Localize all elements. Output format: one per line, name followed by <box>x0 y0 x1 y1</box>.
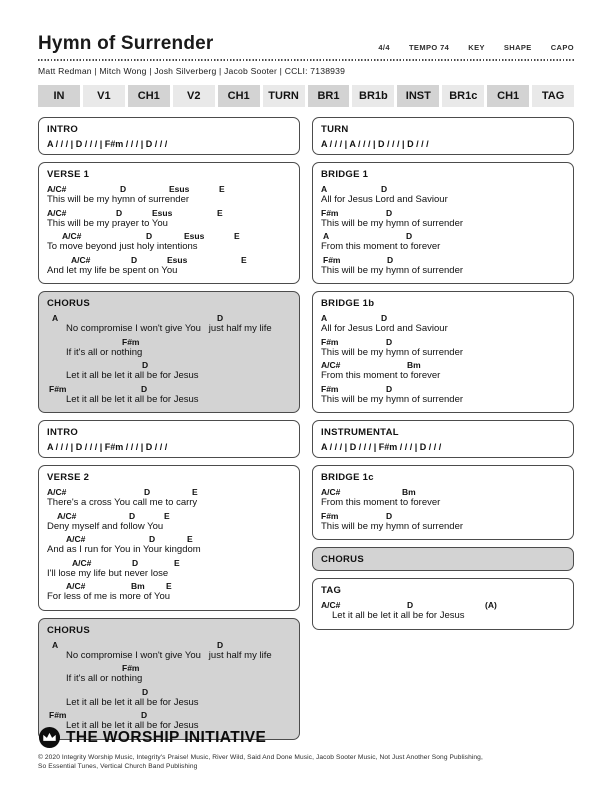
brand-name: THE WORSHIP INITIATIVE <box>66 728 267 746</box>
chord: Bm <box>402 487 416 497</box>
section-title: BRIDGE 1b <box>321 298 375 309</box>
lyric-line: Deny myself and follow You <box>47 520 164 532</box>
chord: A/C# <box>321 600 341 610</box>
section-intro <box>38 117 300 155</box>
chord-lyric-pair <box>321 487 565 509</box>
lyric-line: Let it all be let it all be for Jesus <box>332 610 465 621</box>
lyric-line: From this moment to forever <box>321 370 441 381</box>
chord: E <box>192 487 198 497</box>
section-title: INTRO <box>47 124 79 135</box>
chord-line <box>47 640 291 650</box>
nav-item-v1[interactable]: V1 <box>83 85 125 107</box>
nav-item-br1c[interactable]: BR1c <box>442 85 484 107</box>
chord: F#m <box>49 710 67 720</box>
time-signature: 4/4 <box>378 43 390 52</box>
chord-lyric-pair <box>47 337 291 359</box>
chord-line <box>321 255 565 265</box>
chord: D <box>406 231 413 241</box>
chord: F#m <box>122 663 140 673</box>
section-title: BRIDGE 1 <box>321 169 369 180</box>
section-bridge-1b <box>312 291 574 413</box>
chord: E <box>187 534 193 544</box>
chord: F#m <box>323 254 341 265</box>
chord-lyric-pair <box>321 184 565 206</box>
section-title: VERSE 1 <box>47 169 90 180</box>
lyric-line: Let it all be let it all be for Jesus <box>66 370 199 381</box>
chord-line <box>321 600 565 610</box>
chord: D <box>142 360 149 370</box>
chord: A/C# <box>72 557 92 568</box>
lyric-line: For less of me is more of You <box>47 591 171 602</box>
chord: A/C# <box>66 581 86 591</box>
section-title: TAG <box>321 585 342 596</box>
section-title: TURN <box>321 124 349 135</box>
chord: A/C# <box>321 487 341 497</box>
chord-lyric-pair <box>321 231 565 253</box>
chord: D <box>217 313 224 323</box>
chord: A <box>323 231 330 241</box>
chord: D <box>131 254 138 265</box>
section-nav <box>38 85 574 107</box>
chord-lyric-pair <box>47 687 291 709</box>
section-title: CHORUS <box>321 554 364 565</box>
lyric-line: If it's all or nothing <box>66 673 143 684</box>
chord-line <box>47 360 291 370</box>
nav-item-in[interactable]: IN <box>38 85 80 107</box>
chord-line <box>321 384 565 394</box>
chord: D <box>132 557 139 568</box>
chord-line <box>321 487 565 497</box>
lyric-line: From this moment to forever <box>321 241 441 252</box>
chord: A/C# <box>66 534 86 544</box>
nav-item-br1b[interactable]: BR1b <box>352 85 394 107</box>
chord-lyric-pair <box>321 208 565 230</box>
chord: E <box>164 510 170 521</box>
chord: F#m <box>321 510 339 521</box>
section-title: INSTRUMENTAL <box>321 427 399 438</box>
section-chorus <box>312 547 574 571</box>
lyric-line: This will be my hymn of surrender <box>321 520 464 532</box>
chord-line <box>47 255 291 265</box>
chord-line <box>47 511 291 521</box>
chord: F#m <box>321 383 339 394</box>
section-bridge-1 <box>312 162 574 284</box>
chord-line <box>47 231 291 241</box>
nav-item-tag[interactable]: TAG <box>532 85 574 107</box>
chord-line <box>47 487 291 497</box>
song-meta <box>378 43 574 55</box>
chord: D <box>386 336 393 347</box>
lyric-line: This will be my hymn of surrender <box>321 217 464 229</box>
nav-item-ch1[interactable]: CH1 <box>128 85 170 107</box>
nav-item-ch1[interactable]: CH1 <box>487 85 529 107</box>
chord: D <box>386 207 393 218</box>
section-title: VERSE 2 <box>47 472 90 483</box>
footer <box>38 726 574 771</box>
copyright-line-1: © 2020 Integrity Worship Music, Integrity's Praise! Music, River Wild, Said And Done Music, Jacob Sooter Music, Not Just Another Song Publishing, <box>38 754 483 761</box>
chord-line <box>321 337 565 347</box>
lyric-line: There's a cross You call me to carry <box>47 497 198 508</box>
nav-item-v2[interactable]: V2 <box>173 85 215 107</box>
section-instrumental <box>312 420 574 458</box>
chord-lyric-pair <box>47 384 291 406</box>
section-verse-2 <box>38 465 300 611</box>
chord: A/C# <box>47 487 67 497</box>
chord: E <box>234 231 240 241</box>
chord: F#m <box>321 207 339 218</box>
chord: D <box>141 383 148 394</box>
chord-lyric-pair <box>47 511 291 533</box>
lyric-line: This will be my hymn of surrender <box>321 264 464 276</box>
chord: Esus <box>152 207 173 218</box>
chord-line <box>47 208 291 218</box>
nav-item-inst[interactable]: INST <box>397 85 439 107</box>
column-right <box>312 117 574 637</box>
chord-lyric-pair <box>47 663 291 685</box>
chord-lyric-pair <box>47 640 291 662</box>
chord-lyric-pair <box>47 487 291 509</box>
worship-initiative-logo-icon <box>38 726 61 749</box>
chord-line <box>321 231 565 241</box>
lyric-line: All for Jesus Lord and Saviour <box>321 194 448 205</box>
brand-row <box>38 726 574 749</box>
lyric-line: From this moment to forever <box>321 497 441 508</box>
chord-line <box>47 337 291 347</box>
chord-line <box>47 384 291 394</box>
chord-line <box>321 208 565 218</box>
column-left <box>38 117 300 747</box>
chord: D <box>381 313 388 323</box>
chord: D <box>149 534 156 544</box>
section-turn <box>312 117 574 155</box>
chord-lyric-pair <box>47 360 291 382</box>
chord: D <box>387 254 394 265</box>
chord-line <box>321 360 565 370</box>
lyric-line: This will be my hymn of surrender <box>47 194 190 205</box>
chord: F#m <box>122 336 140 347</box>
section-chorus <box>38 291 300 413</box>
chord: F#m <box>49 383 67 394</box>
lyric-line: This will be my hymn of surrender <box>321 346 464 358</box>
chord-lyric-pair <box>321 255 565 277</box>
chord: A <box>52 313 59 323</box>
columns <box>38 117 574 747</box>
chord-line <box>321 184 565 194</box>
dotted-divider <box>38 59 574 61</box>
section-title: INTRO <box>47 427 79 438</box>
chord: E <box>166 581 172 591</box>
chord: D <box>120 184 127 194</box>
chord-line <box>47 581 291 591</box>
lyric-line: Let it all be let it all be for Jesus <box>66 720 199 731</box>
capo-label: CAPO <box>550 43 574 52</box>
chord: D <box>386 510 393 521</box>
section-title: CHORUS <box>47 624 90 636</box>
copyright <box>38 753 574 771</box>
chord-line <box>47 558 291 568</box>
chord-lyric-pair <box>321 337 565 359</box>
section-title: CHORUS <box>47 298 90 309</box>
chord-lyric-pair <box>47 558 291 580</box>
section-chorus <box>38 618 300 740</box>
lyric-line: And as I run for You in Your kingdom <box>47 544 201 555</box>
nav-item-ch1[interactable]: CH1 <box>218 85 260 107</box>
section-title: BRIDGE 1c <box>321 472 374 483</box>
lyric-line: To move beyond just holy intentions <box>47 241 198 252</box>
chord-line <box>321 511 565 521</box>
chord-bar-line: A / / / | D / / / | F#m / / / | D / / / <box>321 442 442 452</box>
chord: D <box>407 600 414 610</box>
chord: E <box>217 207 223 218</box>
chord: (A) <box>485 600 497 610</box>
chord: D <box>146 231 153 241</box>
lyric-line: Let it all be let it all be for Jesus <box>66 393 199 405</box>
key-label: KEY <box>468 43 485 52</box>
chord-lyric-pair <box>47 231 291 253</box>
chord: A <box>52 639 59 650</box>
chord-lyric-pair <box>321 600 565 622</box>
chord-lyric-pair <box>47 184 291 206</box>
shape-label: SHAPE <box>503 43 532 52</box>
chord: A/C# <box>57 510 77 521</box>
lyric-line: Let it all be let it all be for Jesus <box>66 696 199 708</box>
chord-lyric-pair <box>321 313 565 335</box>
chord-lyric-pair <box>47 581 291 603</box>
chord: D <box>129 510 136 521</box>
chord-bar-line: A / / / | D / / / | F#m / / / | D / / / <box>47 442 168 452</box>
chord-lyric-pair <box>47 208 291 230</box>
copyright-line-2: So Essential Tunes, Vertical Church Band Publishing <box>38 763 198 770</box>
chord-line <box>47 534 291 544</box>
chord: A/C# <box>71 254 91 265</box>
chord-line <box>47 184 291 194</box>
chord: D <box>144 487 151 497</box>
chord: D <box>381 184 388 194</box>
chord: Esus <box>167 254 188 265</box>
chord: E <box>219 184 225 194</box>
chord-line <box>321 313 565 323</box>
chord: D <box>141 710 148 720</box>
chord-lyric-pair <box>321 384 565 406</box>
chord: A <box>321 184 328 194</box>
lyric-line: This will be my prayer to You <box>47 217 168 229</box>
chord: A/C# <box>47 184 67 194</box>
chord-line <box>47 687 291 697</box>
lyric-line: And let my life be spent on You <box>47 264 178 276</box>
header <box>38 33 574 55</box>
chord-line <box>47 313 291 323</box>
authors-line: Matt Redman | Mitch Wong | Josh Silverberg | Jacob Sooter | CCLI: 7138939 <box>38 66 346 76</box>
section-intro <box>38 420 300 458</box>
chord-bar-line: A / / / | D / / / | F#m / / / | D / / / <box>47 139 168 149</box>
tempo-label: TEMPO 74 <box>408 43 450 52</box>
section-bridge-1c <box>312 465 574 540</box>
lyric-line: I'll lose my life but never lose <box>47 567 169 579</box>
chord-line <box>47 663 291 673</box>
page-title: Hymn of Surrender <box>38 33 214 54</box>
chord: F#m <box>321 336 339 347</box>
chord-lyric-pair <box>47 313 291 335</box>
chord: D <box>386 383 393 394</box>
nav-item-br1[interactable]: BR1 <box>308 85 350 107</box>
chord: Esus <box>169 184 190 194</box>
chord: A <box>321 313 328 323</box>
lyric-line: All for Jesus Lord and Saviour <box>321 323 448 334</box>
chord: A/C# <box>47 207 67 218</box>
chord: D <box>116 207 123 218</box>
chord-lyric-pair <box>321 511 565 533</box>
chord-lyric-pair <box>321 360 565 382</box>
chord: E <box>174 557 180 568</box>
chord-line <box>47 710 291 720</box>
chord-bar-line: A / / / | A / / / | D / / / | D / / / <box>321 139 429 149</box>
chord: Bm <box>407 360 421 370</box>
section-tag <box>312 578 574 630</box>
lyric-line: This will be my hymn of surrender <box>321 393 464 405</box>
chord-lyric-pair <box>47 534 291 556</box>
lyric-line: No compromise I won't give You just half my life <box>66 323 272 334</box>
chord: D <box>217 639 224 650</box>
section-verse-1 <box>38 162 300 284</box>
chord-lyric-pair <box>47 255 291 277</box>
chord: A/C# <box>321 360 341 370</box>
lyric-line: If it's all or nothing <box>66 346 143 358</box>
nav-item-turn[interactable]: TURN <box>263 85 305 107</box>
chord: E <box>241 254 247 265</box>
chord: Esus <box>184 231 205 241</box>
chord: Bm <box>131 581 145 591</box>
chord: D <box>142 686 149 697</box>
chord: A/C# <box>62 231 82 241</box>
lyric-line: No compromise I won't give You just half my life <box>66 649 272 661</box>
